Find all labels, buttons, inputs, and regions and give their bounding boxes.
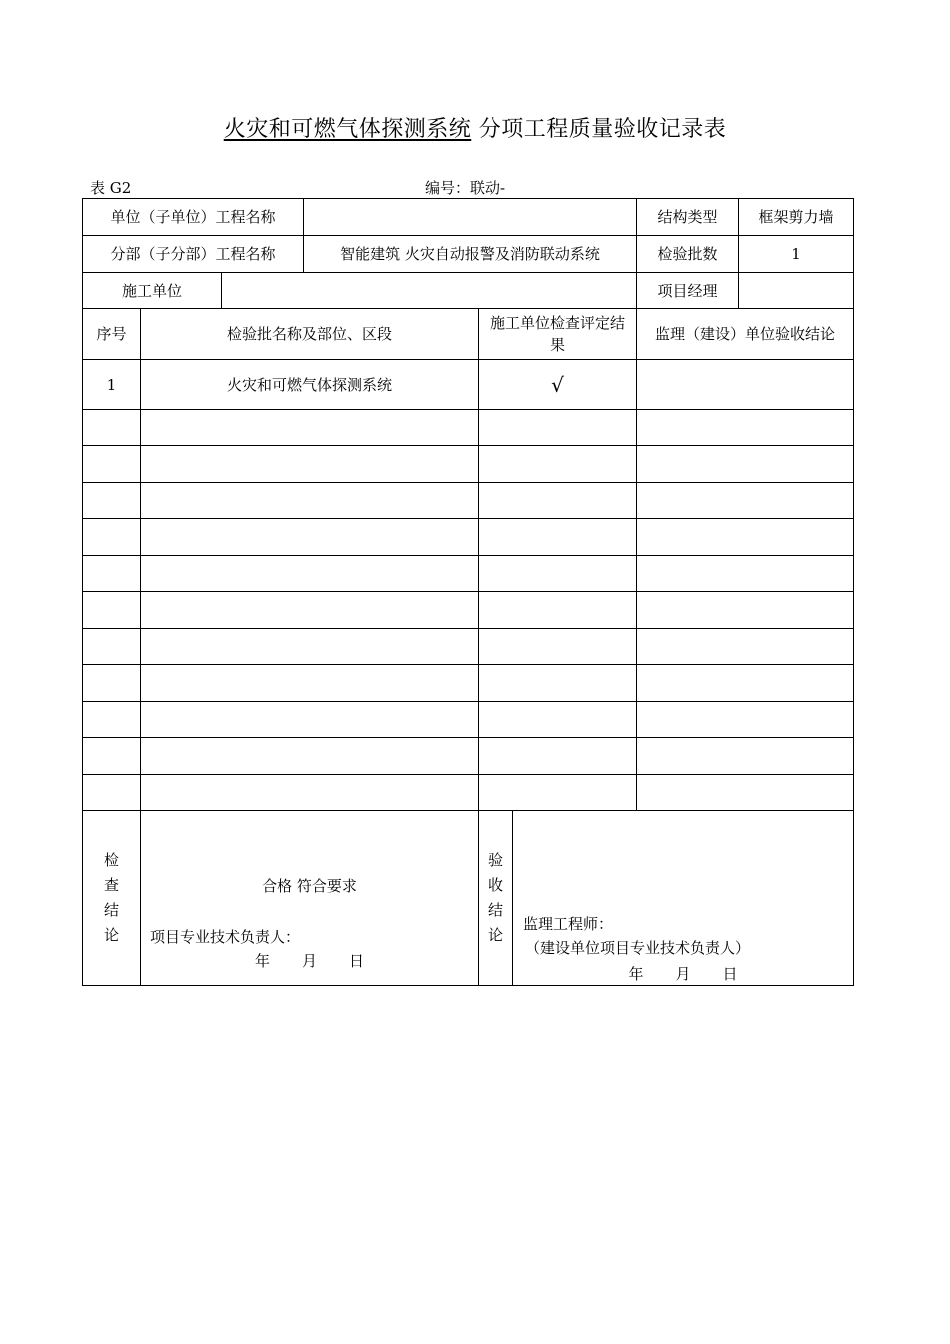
item-check[interactable]	[479, 665, 637, 702]
item-no	[83, 446, 141, 483]
table-row	[83, 556, 854, 592]
supervisor-engineer: 监理工程师：	[523, 915, 614, 933]
unit-project-row	[83, 199, 854, 236]
batch-count-label: 检验批数	[637, 236, 739, 273]
project-manager-label: 项目经理	[637, 273, 739, 309]
table-row	[83, 410, 854, 446]
conclusion-row	[83, 811, 854, 986]
item-accept[interactable]	[637, 556, 854, 592]
table-row	[83, 738, 854, 775]
division-project-value[interactable]: 智能建筑 火灾自动报警及消防联动系统	[304, 236, 637, 273]
item-name[interactable]	[141, 483, 479, 519]
document-title	[0, 112, 950, 143]
item-no: 1	[83, 360, 141, 410]
contractor-row	[83, 273, 854, 309]
table-row	[83, 519, 854, 556]
item-accept[interactable]	[637, 592, 854, 629]
table-row	[83, 592, 854, 629]
item-no	[83, 629, 141, 665]
item-check[interactable]	[479, 702, 637, 738]
project-manager-value[interactable]	[739, 273, 854, 309]
item-name[interactable]	[141, 519, 479, 556]
check-conclusion-text: 合格 符合要求	[262, 877, 357, 895]
item-name[interactable]	[141, 775, 479, 811]
item-check[interactable]	[479, 519, 637, 556]
item-accept[interactable]	[637, 446, 854, 483]
serial-number: 编号：联动-	[425, 179, 506, 197]
item-name[interactable]	[141, 592, 479, 629]
item-no	[83, 519, 141, 556]
item-name[interactable]: 火灾和可燃气体探测系统	[141, 360, 479, 410]
batch-count-value[interactable]: 1	[739, 236, 854, 273]
item-no	[83, 775, 141, 811]
item-no	[83, 592, 141, 629]
structure-type-label: 结构类型	[637, 199, 739, 236]
contractor-value[interactable]	[222, 273, 637, 309]
item-no	[83, 483, 141, 519]
table-row	[83, 665, 854, 702]
item-name[interactable]	[141, 410, 479, 446]
division-project-label: 分部（子分部）工程名称	[83, 236, 304, 273]
item-no	[83, 556, 141, 592]
item-accept[interactable]	[637, 738, 854, 775]
supervisor-note: （建设单位项目专业技术负责人）	[525, 939, 751, 957]
item-accept[interactable]	[637, 410, 854, 446]
header-contractor-check: 施工单位检查评定结果	[479, 309, 637, 360]
division-project-row	[83, 236, 854, 273]
item-check[interactable]	[479, 592, 637, 629]
item-accept[interactable]	[637, 702, 854, 738]
table-row	[83, 360, 854, 410]
item-accept[interactable]	[637, 629, 854, 665]
item-no	[83, 702, 141, 738]
table-row	[83, 629, 854, 665]
item-check[interactable]	[479, 410, 637, 446]
item-check[interactable]	[479, 483, 637, 519]
item-name[interactable]	[141, 446, 479, 483]
unit-project-value[interactable]	[304, 199, 637, 236]
table-row	[83, 775, 854, 811]
table-number: 表 G2	[90, 179, 132, 197]
header-supervisor-accept: 监理（建设）单位验收结论	[637, 309, 854, 360]
header-serial-no: 序号	[83, 309, 141, 360]
item-no	[83, 410, 141, 446]
item-check[interactable]	[479, 629, 637, 665]
items-header-row	[83, 309, 854, 360]
header-batch-name: 检验批名称及部位、区段	[141, 309, 479, 360]
acceptance-record-table	[82, 198, 854, 986]
item-no	[83, 665, 141, 702]
title-rest: 分项工程质量验收记录表	[478, 117, 727, 142]
check-date: 年 月 日	[254, 952, 365, 970]
item-accept[interactable]	[637, 360, 854, 410]
check-conclusion-cell[interactable]	[141, 811, 479, 986]
item-accept[interactable]	[637, 665, 854, 702]
item-name[interactable]	[141, 629, 479, 665]
item-check[interactable]	[479, 556, 637, 592]
item-check[interactable]	[479, 738, 637, 775]
accept-date: 年 月 日	[628, 965, 738, 983]
item-accept[interactable]	[637, 775, 854, 811]
accept-conclusion-cell[interactable]	[513, 811, 854, 986]
check-responsible-person: 项目专业技术负责人：	[150, 928, 301, 946]
item-name[interactable]	[141, 556, 479, 592]
table-row	[83, 446, 854, 483]
unit-project-label: 单位（子单位）工程名称	[83, 199, 304, 236]
table-row	[83, 483, 854, 519]
contractor-label: 施工单位	[83, 273, 222, 309]
accept-conclusion-label: 验 收 结 论	[479, 811, 513, 986]
item-check-mark[interactable]: √	[479, 360, 637, 410]
item-check[interactable]	[479, 775, 637, 811]
item-name[interactable]	[141, 665, 479, 702]
item-check[interactable]	[479, 446, 637, 483]
check-conclusion-label: 检 查 结 论	[83, 811, 141, 986]
item-name[interactable]	[141, 702, 479, 738]
table-row	[83, 702, 854, 738]
item-name[interactable]	[141, 738, 479, 775]
structure-type-value[interactable]: 框架剪力墙	[739, 199, 854, 236]
title-subject: 火灾和可燃气体探测系统	[223, 117, 472, 142]
item-accept[interactable]	[637, 519, 854, 556]
item-accept[interactable]	[637, 483, 854, 519]
item-no	[83, 738, 141, 775]
